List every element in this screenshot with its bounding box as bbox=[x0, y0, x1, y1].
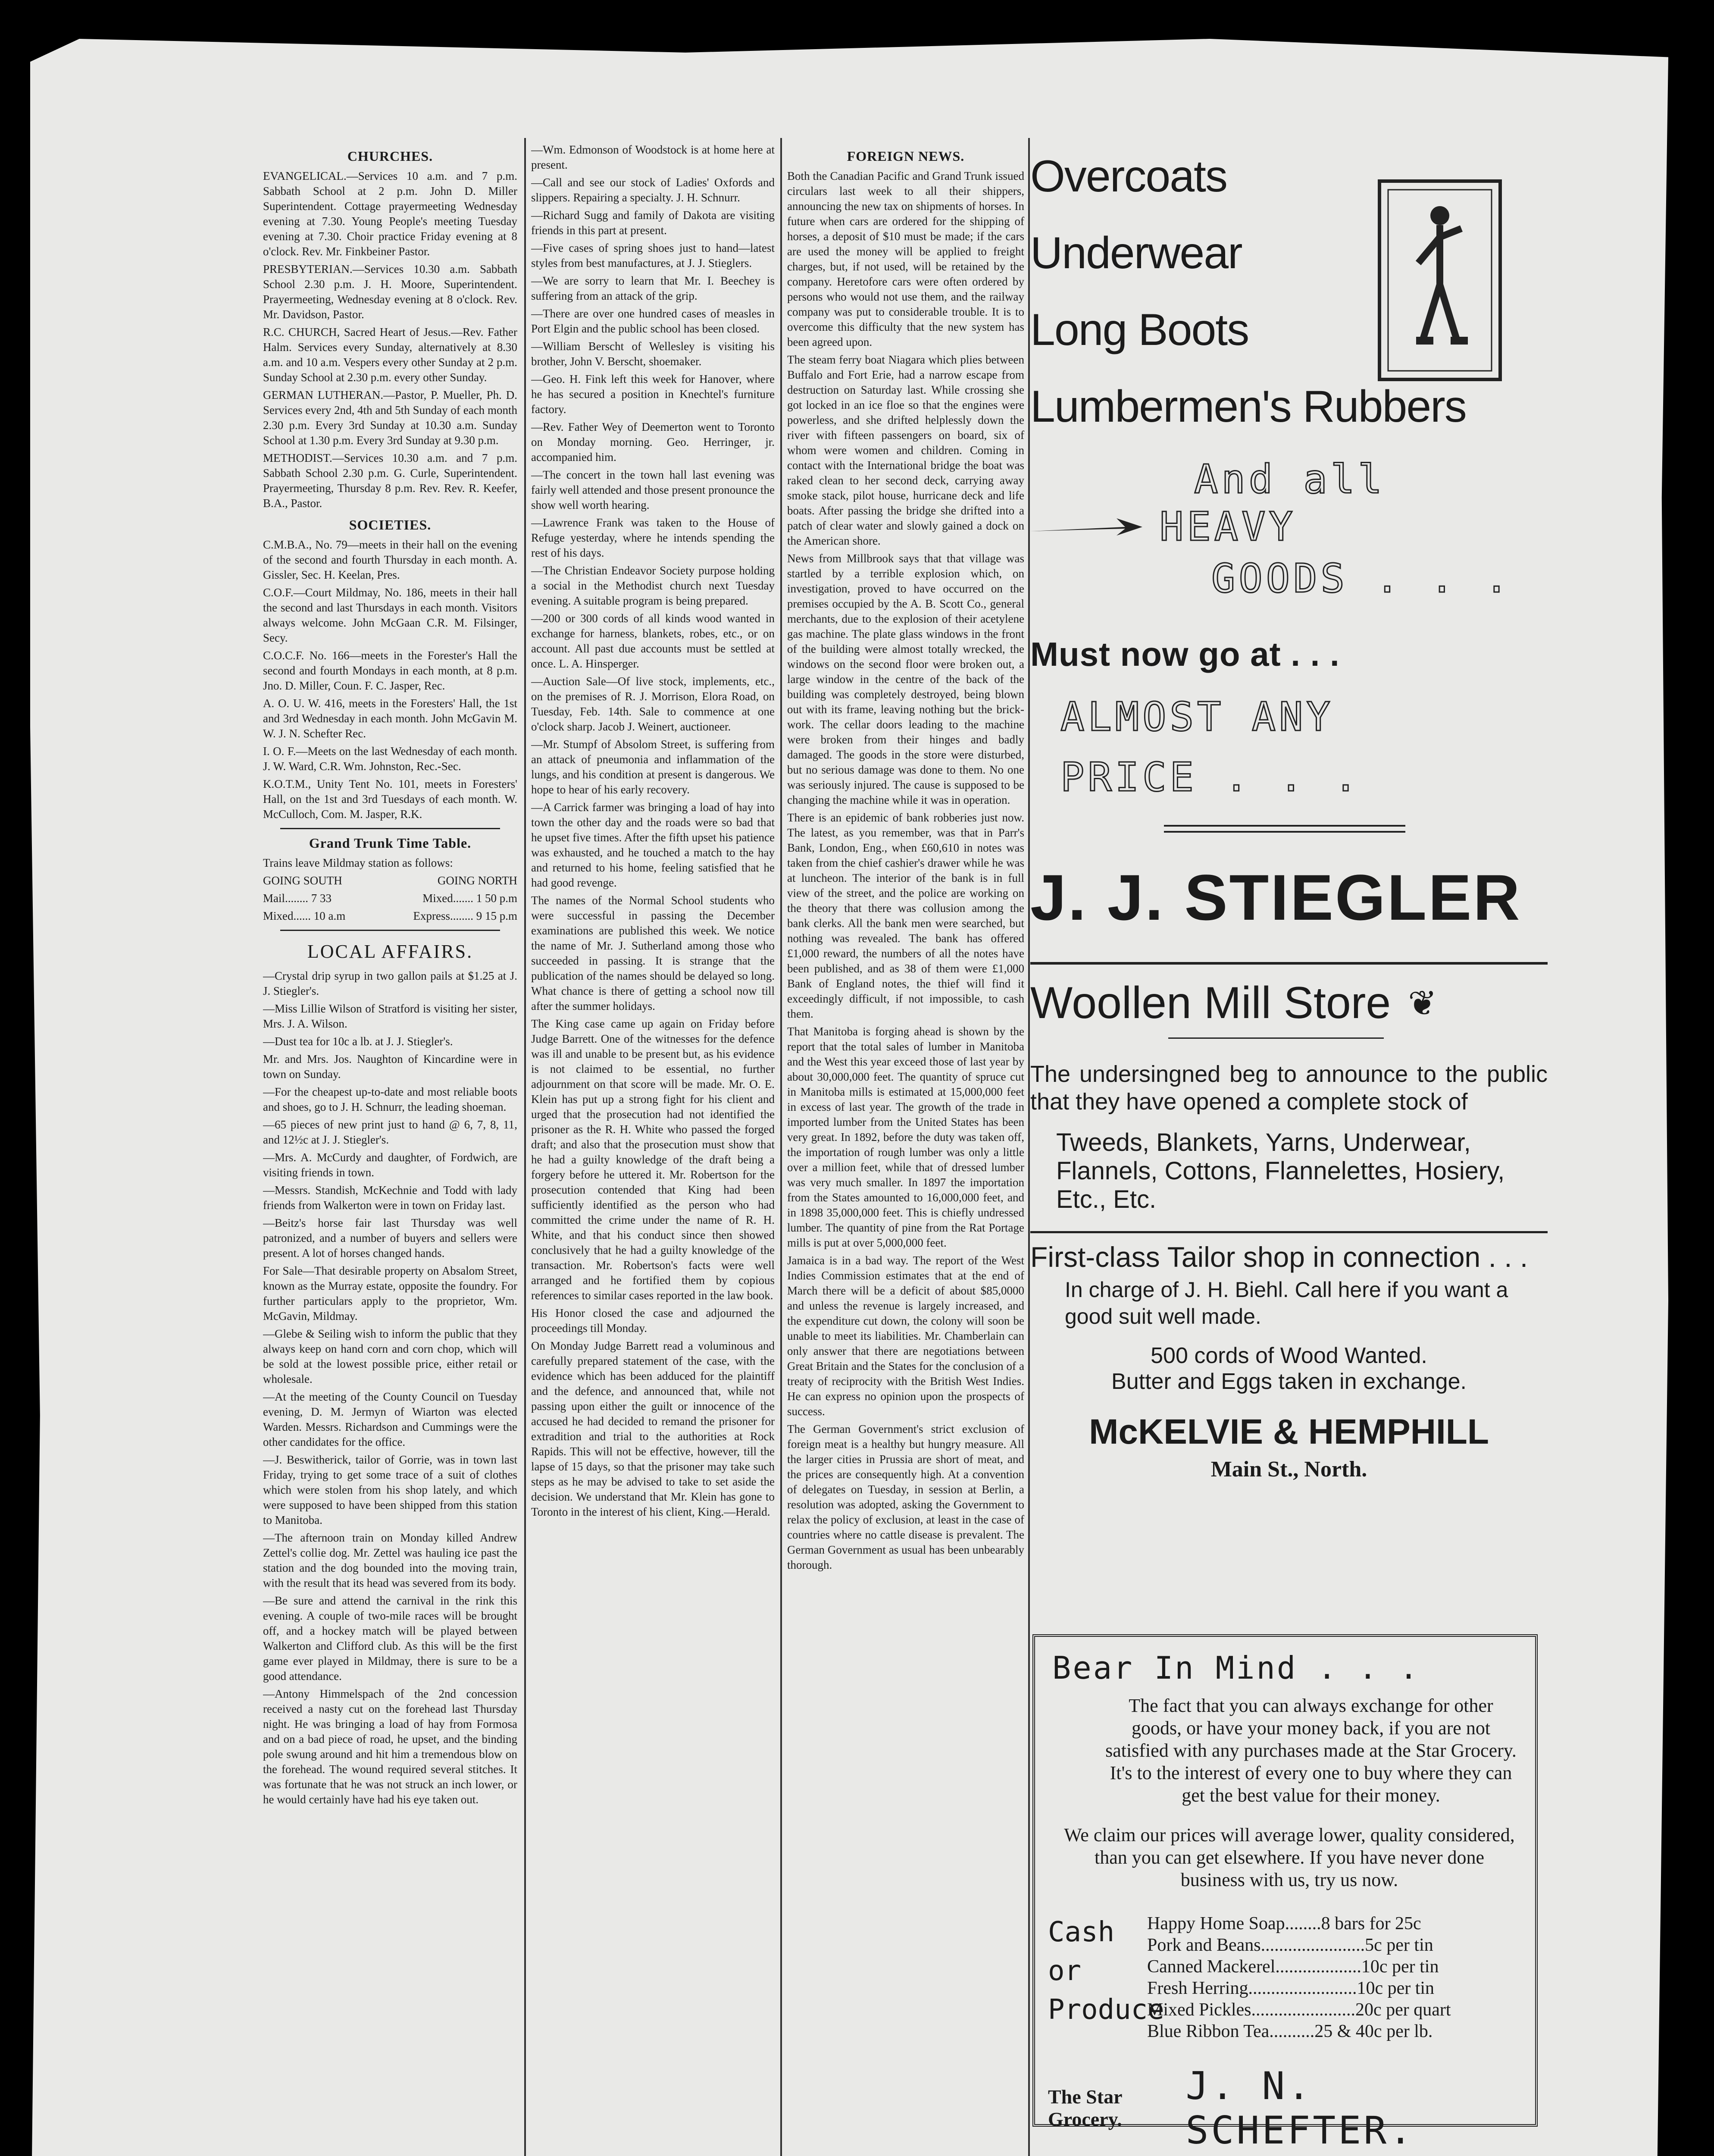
news-item: —200 or 300 cords of all kinds wood wanted in exchange for harness, blankets, robes, etc., or on account. All past due accounts must be settled at once. L. A. Hinsperger. bbox=[531, 612, 775, 670]
foreign-item: That Manitoba is forging ahead is shown by the report that the total sales of lumber in Manitoba and the West this year exceed those of last year by about 30,000,000 feet. The quantity of spruce cut in Manitoba mills is estimated at 15,000,000 feet in excess of last year. The growth of the trade in imported lumber from the United States has been very great. In 1892, before the duty was taken off, the importation of rough lumber was only a little over a million feet, while that of dressed lumber was very much smaller. In 1897 the importation from the States amounted to 16,000,000 feet, and in 1898 35,000,000 feet. This is chiefly undressed lumber. The quantity of pine from the Rat Portage mills is put at over 5,000,000 feet. bbox=[787, 1025, 1024, 1249]
timetable-cell: Mixed....... 1 50 p.m bbox=[422, 892, 517, 905]
price-row: Canned Mackerel...................10c per tin bbox=[1147, 1957, 1439, 1977]
local-item: —65 pieces of new print just to hand @ 6, 7, 8, 11, and 12½c at J. J. Stiegler's. bbox=[263, 1118, 517, 1146]
local-item: —The afternoon train on Monday killed Andrew Zettel's collie dog. Mr. Zettel was hauling ice past the station and the dog bounded into the moving train, with the result that its head was severed from its body. bbox=[263, 1531, 517, 1589]
local-item: For Sale—That desirable property on Absalom Street, known as the Murray estate, opposite the foundry. For further particulars apply to the proprietor, Wm. McGavin, Mildmay. bbox=[263, 1264, 517, 1322]
butter-text: Butter and Eggs taken in exchange. bbox=[1111, 1369, 1467, 1394]
ad-line: Overcoats bbox=[1030, 151, 1227, 201]
news-item: —Mr. Stumpf of Absolom Street, is suffering from an attack of pneumonia and inflammation of the lungs, and his condition at present is dangerous. We hope to hear of his early recovery. bbox=[531, 738, 775, 796]
must-go-text: Must now go at . . . bbox=[1030, 635, 1340, 673]
tailor-text: First-class Tailor shop in connection . . . bbox=[1030, 1241, 1528, 1273]
news-item: —Five cases of spring shoes just to hand—latest styles from best manufactures, at J. J. Stieglers. bbox=[531, 241, 775, 270]
church-item: R.C. CHURCH, Sacred Heart of Jesus.—Rev. Father Halm. Services every Sunday, alternatively at 8.30 a.m. and 10 a.m. Vespers every other Sunday at 2 p.m. Sunday School at 2.30 p.m. every other Sunday. bbox=[263, 326, 517, 384]
local-item: —Messrs. Standish, McKechnie and Todd with lady friends from Walkerton were in town on Friday last. bbox=[263, 1184, 517, 1212]
timetable-cell: Mail........ 7 33 bbox=[263, 892, 332, 905]
charge-text: In charge of J. H. Biehl. Call here if you want a good suit well made. bbox=[1065, 1278, 1508, 1329]
arrow-icon bbox=[1030, 514, 1142, 540]
news-item: —William Berscht of Wellesley is visiting his brother, John V. Berscht, shoemaker. bbox=[531, 340, 775, 368]
local-item: —Mrs. A. McCurdy and daughter, of Fordwich, are visiting friends in town. bbox=[263, 1151, 517, 1179]
north-label: GOING NORTH bbox=[437, 874, 517, 887]
fleuron-icon: ❦ bbox=[1408, 984, 1437, 1023]
foreign-item: The German Government's strict exclusion of foreign meat is a healthy but hungry measure. All the larger cities in Prussia are short of meat, and the prices are consequently high. At a convention of delegates on Tuesday, in session at Berlin, a resolution was adopted, asking the Government to relax the policy of exclusion, at least in the case of countries where no cattle disease is prevalent. The German Government as usual has been unbearably thorough. bbox=[787, 1423, 1024, 1571]
ornament bbox=[1164, 825, 1405, 833]
news-item: —A Carrick farmer was bringing a load of hay into town the other day and the roads were so bad that he upset five times. After the fifth upset his patience was exhausted, and he touched a match to the hay and returned to his home, feeling satisfied that he had good revenge. bbox=[531, 801, 775, 889]
ad-line: Lumbermen's Rubbers bbox=[1030, 382, 1466, 432]
timetable-cell: Mixed...... 10 a.m bbox=[263, 909, 346, 922]
society-item: C.O.F.—Court Mildmay, No. 186, meets in their hall the second and last Thursdays in each month. Visitors always welcome. John McGaan C.R. M. Filsinger, Secy. bbox=[263, 586, 517, 644]
price-list bbox=[1147, 1913, 1522, 2042]
owner-name: J. N. SCHEFTER. bbox=[1185, 2064, 1415, 2153]
local-item: —J. Beswitherick, tailor of Gorrie, was in town last Friday, trying to get some trace of a suit of clothes which were stolen from his shop lately, and which were supposed to have been shipped from this station to Manitoba. bbox=[263, 1453, 517, 1526]
society-item: C.M.B.A., No. 79—meets in their hall on the evening of the second and fourth Thursday in each month. A. Gissler, Sec. H. Keelan, Pres. bbox=[263, 538, 517, 581]
bear-paragraph: We claim our prices will average lower, quality considered, than you can get elsewhere. If you have never done business with us, try us now. bbox=[1064, 1824, 1515, 1890]
street-text: Main St., North. bbox=[1210, 1457, 1367, 1482]
news-item: —Rev. Father Wey of Deemerton went to Toronto on Monday morning. Geo. Herringer, jr. accompanied him. bbox=[531, 420, 775, 464]
store-name: Woollen Mill Store bbox=[1030, 978, 1391, 1028]
news-item: —Wm. Edmonson of Woodstock is at home here at present. bbox=[531, 143, 775, 171]
foreign-item: There is an epidemic of bank robberies just now. The latest, as you remember, was that in Parr's Bank, London, Eng., when £60,610 in notes was taken from the chief cashier's drawer while he was at luncheon. The interior of the bank is in full view of the street, and the police are working on the theory that there was collusion among the bank clerks. All the bank men were searched, but nothing was revealed. The bank has offered £1,000 reward, the numbers of all the notes have been published, and as 38 of them were £1,000 Bank of England notes, the thief will find it exceedingly difficult, if not impossible, to cash them. bbox=[787, 811, 1024, 1020]
local-heading: LOCAL AFFAIRS. bbox=[307, 941, 473, 962]
news-item: —There are over one hundred cases of measles in Port Elgin and the public school has been closed. bbox=[531, 307, 775, 335]
column-rule bbox=[1028, 138, 1030, 2156]
ornament bbox=[1168, 1037, 1384, 1039]
news-item: On Monday Judge Barrett read a voluminous and carefully prepared statement of the case, with the evidence which has been adduced for the plaintiff and the defence, and announced that, while not passing upon either the guilt or innocence of the accused he had decided to remand the prisoner for extradition and trial to the authorities at Rock Rapids. This will not be effective, however, till the lapse of 15 days, so that the prisoner may take such steps as he may be advised to take to set aside the decision. We understand that Mr. Klein has gone to Toronto in the interest of his client, King.—Herald. bbox=[531, 1339, 775, 1518]
goods-list: Tweeds, Blankets, Yarns, Underwear, Flannels, Cottons, Flannelettes, Hosiery, Etc., Etc. bbox=[1056, 1128, 1505, 1213]
local-item: —At the meeting of the County Council on Tuesday evening, D. M. Jermyn of Wiarton was elected Warden. Messrs. Richardson and Cummings were the other candidates for the office. bbox=[263, 1390, 517, 1448]
foreign-item: Jamaica is in a bad way. The report of the West Indies Commission estimates that at the end of March there will be a deficit of about $85,0000 and unless the revenue is largely increased, and the expenditure cut down, the colony will soon be unable to meet its liabilities. Mr. Chamberlain can only answer that there are negotiations between Great Britain and the States for the conclusion of a treaty of reciprocity with the British West Indies. He can express no opinion upon the prospects of success. bbox=[787, 1254, 1024, 1418]
price-text: PRICE . . . bbox=[1060, 754, 1361, 800]
divider bbox=[280, 930, 500, 931]
column-three bbox=[787, 142, 1024, 2156]
and-all-text: And all bbox=[1194, 456, 1386, 502]
heavy-text: HEAVY bbox=[1160, 504, 1296, 550]
news-item: —Richard Sugg and family of Dakota are visiting friends in this part at present. bbox=[531, 209, 775, 237]
news-item: —The Christian Endeavor Society purpose holding a social in the Methodist church next Tuesday evening. A suitable program is being prepared. bbox=[531, 564, 775, 607]
society-item: A. O. U. W. 416, meets in the Foresters' Hall, the 1st and 3rd Wednesday in each month. John McGavin M. W. J. N. Schefter Rec. bbox=[263, 697, 517, 740]
foreign-item: News from Millbrook says that that village was startled by a terrible explosion which, on investigation, proved to have occurred on the premises occupied by the A. B. Scott Co., general merchants, due to the explosion of their acetylene gas machine. The plate glass windows in the front of the building were almost totally wrecked, the windows on the second floor were broken out, a large window in the centre of the back of the building was completely destroyed, being blown out with its frame, leaving nothing but the brick-work. The cellar doors leading to the machine were broken from their hinges and badly damaged. The goods in the store were disturbed, but no serious damage was done to them. No one was seriously injured. The cause is supposed to be changing the machine while it was in operation. bbox=[787, 552, 1024, 806]
goods-text: GOODS . . . bbox=[1211, 555, 1512, 602]
news-item: —Call and see our stock of Ladies' Oxfords and slippers. Repairing a specialty. J. H. Schnurr. bbox=[531, 176, 775, 204]
price-row: Pork and Beans.......................5c per tin bbox=[1147, 1935, 1433, 1955]
news-item: —Lawrence Frank was taken to the House of Refuge yesterday, where he intends spending the rest of his days. bbox=[531, 516, 775, 559]
merchant-name: J. J. STIEGLER bbox=[1030, 861, 1522, 934]
society-item: K.O.T.M., Unity Tent No. 101, meets in Foresters' Hall, on the 1st and 3rd Tuesdays of each month. W. McCulloch, Com. M. Jasper, R.K. bbox=[263, 777, 517, 821]
south-label: GOING SOUTH bbox=[263, 874, 342, 887]
foreign-item: Both the Canadian Pacific and Grand Trunk issued circulars last week to all their shippers, announcing the new tax on shipments of horses. In future when cars are ordered for the shipping of horses, a deposit of $10 must be made; if the cars are used the money will be applied to freight charges, but, if not used, will be retained by the company. Heretofore cars were often ordered by persons who would not use them, and the railway company was put to considerable trouble. It is to overcome this difficulty that the new system has been agreed upon. bbox=[787, 169, 1024, 348]
price-block bbox=[1048, 1913, 1522, 2042]
society-item: C.O.C.F. No. 166—meets in the Forester's Hall the second and fourth Mondays in each month, at 8 p.m. Jno. D. Miller, Coun. F. C. Jasper, Rec. bbox=[263, 649, 517, 692]
local-item: —Be sure and attend the carnival in the rink this evening. A couple of two-mile races will be brought off, and a hockey match will be played between Walkerton and Clifford club. As this will be the first game ever played in Mildmay, there is sure to be a good attendance. bbox=[263, 1594, 517, 1683]
society-item: I. O. F.—Meets on the last Wednesday of each month. J. W. Ward, C.R. Wm. Johnston, Rec.-Sec. bbox=[263, 745, 517, 773]
news-item: —We are sorry to learn that Mr. I. Beechey is suffering from an attack of the grip. bbox=[531, 274, 775, 302]
local-item: —Dust tea for 10c a lb. at J. J. Stiegler's. bbox=[263, 1035, 453, 1048]
heavy-line bbox=[1030, 505, 1548, 548]
timetable-cell: Express........ 9 15 p.m bbox=[413, 909, 517, 922]
local-item: —Crystal drip syrup in two gallon pails at $1.25 at J. J. Stiegler's. bbox=[263, 969, 517, 997]
church-item: GERMAN LUTHERAN.—Pastor, P. Mueller, Ph. D. Services every 2nd, 4th and 5th Sunday of each month 2.30 p.m. Every 3rd Sunday at 10.30 a.m. Sunday School at 1.30 p.m. Every 3rd Sunday at 9.30 p.m. bbox=[263, 389, 517, 447]
wood-text: 500 cords of Wood Wanted. bbox=[1151, 1343, 1427, 1368]
news-item: —Auction Sale—Of live stock, implements, etc., on the premises of R. J. Morrison, Elora Road, on Tuesday, Feb. 14th. Sale to commence at one o'clock sharp. Jacob J. Weinert, auctioneer. bbox=[531, 675, 775, 733]
local-item: —Glebe & Seiling wish to inform the public that they always keep on hand corn and corn chop, which will be sold at the lowest possible price, either retail or wholesale. bbox=[263, 1327, 517, 1385]
divider bbox=[280, 828, 500, 829]
almost-any-text: ALMOST ANY bbox=[1060, 694, 1334, 740]
star-grocery-ad bbox=[1032, 1634, 1538, 2153]
price-row: Mixed Pickles.......................20c per quart bbox=[1147, 2000, 1451, 2020]
grocery-footer bbox=[1048, 2064, 1522, 2153]
ad-line: Long Boots bbox=[1030, 305, 1249, 355]
foreign-heading: FOREIGN NEWS. bbox=[847, 148, 965, 164]
church-item: PRESBYTERIAN.—Services 10.30 a.m. Sabbath School 2.30 p.m. J. H. Moore, Superintendent. Prayermeeting, Wednesday evening at 8 o'clock. Rev. Mr. Davidson, Pastor. bbox=[263, 263, 517, 321]
news-item: His Honor closed the case and adjourned the proceedings till Monday. bbox=[531, 1307, 775, 1335]
news-item: The names of the Normal School students who were successful in passing the December examinations are published this week. We notice the name of Mr. J. Sutherland among those who succeeded in passing. It is strange that the publication of the names should be delayed so long. What chance is there of getting a school now till after the summer holidays. bbox=[531, 894, 775, 1012]
news-item: The King case came up again on Friday before Judge Barrett. One of the witnesses for the defence was ill and unable to be present but, as his evidence is not claimed to be essential, no further adjournment on that score will be made. Mr. O. E. Klein has put up a strong fight for his client and urged that the prosecution had not identified the prisoner as the R. H. White who passed the forged draft; and also that the prosecution must show that he had a guilty knowledge of the draft being a forgery before he uttered it. Mr. Robertson for the prosecution contended that King had been sufficiently identified as the person who had committed the crime under the name of R. H. White, and that his conduct since then showed conclusively that he had a guilty knowledge of the transaction. Mr. Robertson's facts were well arranged and he fortified them by copious references to similar cases reported in the law book. bbox=[531, 1017, 775, 1302]
column-two bbox=[531, 142, 775, 2156]
price-row: Blue Ribbon Tea..........25 & 40c per lb. bbox=[1147, 2021, 1433, 2041]
local-item: —Antony Himmelspach of the 2nd concession received a nasty cut on the forehead last Thursday night. He was bringing a load of hay from Formosa and on a bad piece of road, he upset, and the binding pole swung around and hit him a tremendous blow on the forehead. The wound required several stitches. It was fortunate that he was not struck an inch lower, or he would certainly have had his eye taken out. bbox=[263, 1687, 517, 1806]
star-grocery-label: The Star Grocery. bbox=[1048, 2086, 1122, 2130]
timetable-labels bbox=[263, 873, 517, 888]
news-item: —The concert in the town hall last evening was fairly well attended and those present pronounce the show well worth hearing. bbox=[531, 468, 775, 511]
bear-title: Bear In Mind . . . bbox=[1052, 1650, 1420, 1686]
price-row: Happy Home Soap........8 bars for 25c bbox=[1147, 1914, 1421, 1934]
column-one bbox=[263, 142, 517, 2156]
timetable-row bbox=[263, 891, 517, 906]
church-item: METHODIST.—Services 10.30 a.m. and 7 p.m. Sabbath School 2.30 p.m. G. Curle, Superintendent. Prayermeeting, Thursday 8 p.m. Rev. Rev. R. Keefer, B.A., Pastor. bbox=[263, 451, 517, 510]
timetable-row bbox=[263, 909, 517, 924]
local-item: —For the cheapest up-to-date and most reliable boots and shoes, go to J. H. Schnurr, the leading shoeman. bbox=[263, 1085, 517, 1113]
churches-heading: CHURCHES. bbox=[347, 148, 433, 164]
church-item: EVANGELICAL.—Services 10 a.m. and 7 p.m. Sabbath School at 2 p.m. John D. Miller Superintendent. Cottage prayermeeting Wednesday evening at 7.30. Young People's meeting Tuesday evening at 7.30. Choir practice Friday evening at 8 o'clock. Rev. Mr. Finkbeiner Pastor. bbox=[263, 169, 517, 258]
firm-name: McKELVIE & HEMPHILL bbox=[1089, 1412, 1489, 1451]
column-rule bbox=[524, 138, 526, 2156]
societies-heading: SOCIETIES. bbox=[349, 517, 432, 533]
news-item: —Geo. H. Fink left this week for Hanover, where he has secured a position in Knechtel's furniture factory. bbox=[531, 373, 775, 416]
foreign-item: The steam ferry boat Niagara which plies between Buffalo and Fort Erie, had a narrow escape from destruction on Saturday last. While crossing she got locked in an ice floe so that the engines were powerless, and she drifted helplessly down the river with fifteen passengers on board, six of whom were women and children. Coming in contact with the International bridge the boat was raked clean to her second deck, carrying away smoke stack, pilot house, hurricane deck and life boats. After passing the bridge she drifted into a patch of clear water and slowly gained a dock on the American shore. bbox=[787, 353, 1024, 547]
bear-paragraph: The fact that you can always exchange for other goods, or have your money back, if you are not satisfied with any purchases made at the Star Grocery. It's to the interest of every one to buy where they can get the best value for their money. bbox=[1105, 1695, 1517, 1806]
lumberman-illustration bbox=[1375, 177, 1504, 384]
announce-text: The undersingned beg to announce to the public that they have opened a complete stock of bbox=[1030, 1061, 1548, 1115]
timetable-heading: Grand Trunk Time Table. bbox=[309, 835, 472, 851]
column-rule bbox=[780, 138, 782, 2156]
price-row: Fresh Herring........................10c per tin bbox=[1147, 1978, 1435, 1998]
cash-label: Cash or Produce bbox=[1048, 1916, 1164, 2026]
local-item: —Beitz's horse fair last Thursday was well patronized, and a number of buyers and sellers were present. A lot of horses changed hands. bbox=[263, 1216, 517, 1260]
store-line bbox=[1030, 978, 1548, 1029]
timetable-intro: Trains leave Mildmay station as follows: bbox=[263, 856, 453, 869]
local-item: Mr. and Mrs. Jos. Naughton of Kincardine were in town on Sunday. bbox=[263, 1053, 517, 1081]
ad-line: Underwear bbox=[1030, 228, 1242, 278]
local-item: —Miss Lillie Wilson of Stratford is visiting her sister, Mrs. J. A. Wilson. bbox=[263, 1002, 517, 1030]
